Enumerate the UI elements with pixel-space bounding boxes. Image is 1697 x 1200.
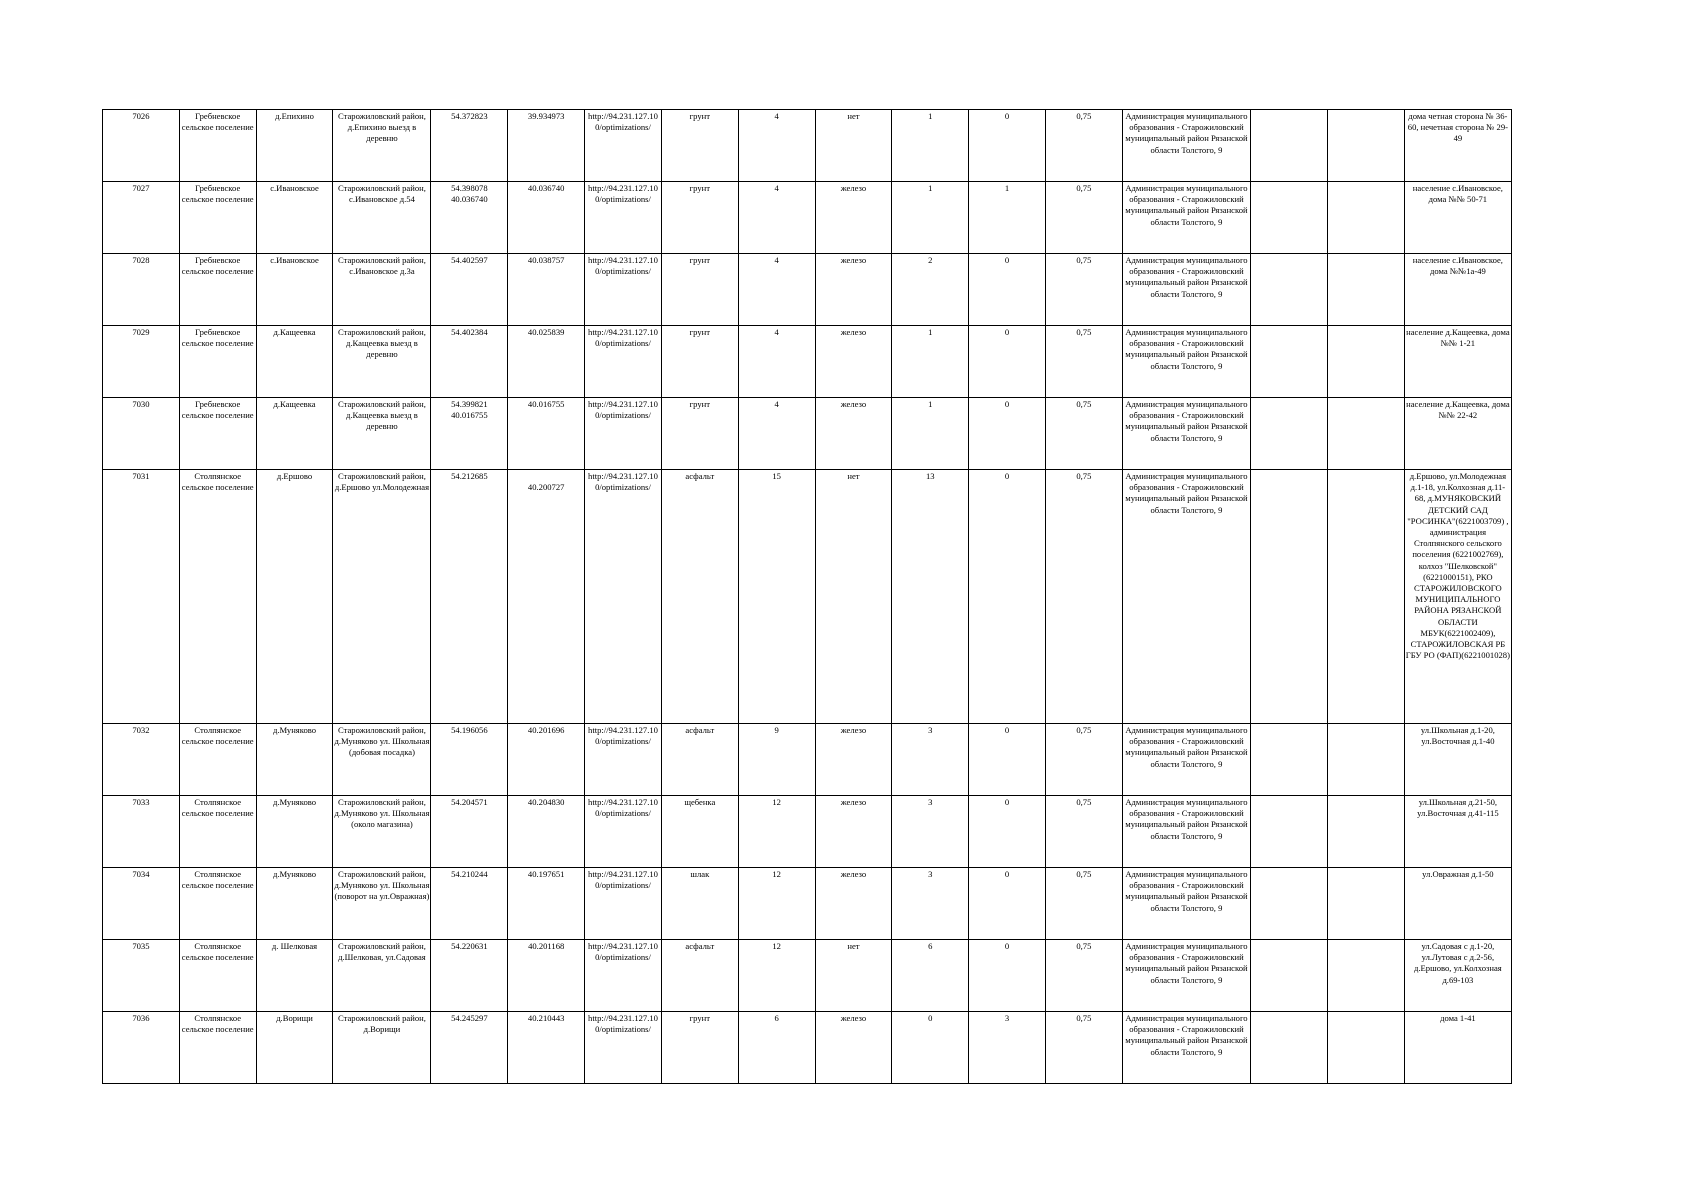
extra-cell-1	[1251, 724, 1328, 796]
site-area: 4	[738, 326, 815, 398]
settlement-name: Гребневское сельское поселение	[179, 182, 256, 254]
settlement-name: Столпянское сельское поселение	[179, 724, 256, 796]
owner-organization: Администрация муниципального образования - Старожиловский муниципальный район Рязанской области Толстого, 9	[1122, 470, 1250, 724]
longitude: 40.016755	[508, 398, 585, 470]
surface-type: шлак	[661, 868, 738, 940]
container-volume: 0,75	[1045, 110, 1122, 182]
latitude: 54.212685	[431, 470, 508, 724]
bunkers-count: 0	[969, 724, 1046, 796]
bunkers-count: 0	[969, 940, 1046, 1012]
map-link[interactable]: http://94.231.127.100/optimizations/	[585, 326, 662, 398]
surface-type: грунт	[661, 326, 738, 398]
fence-type: железо	[815, 796, 892, 868]
served-objects: население с.Ивановское, дома №№1а-49	[1404, 254, 1511, 326]
containers-count: 1	[892, 110, 969, 182]
bunkers-count: 0	[969, 326, 1046, 398]
table-row	[103, 470, 1512, 724]
table-row	[103, 110, 1512, 182]
extra-cell-2	[1327, 1012, 1404, 1084]
longitude: 40.201696	[508, 724, 585, 796]
longitude: 40.210443	[508, 1012, 585, 1084]
map-link[interactable]: http://94.231.127.100/optimizations/	[585, 1012, 662, 1084]
longitude: 40.197651	[508, 868, 585, 940]
containers-count: 1	[892, 182, 969, 254]
extra-cell-1	[1251, 110, 1328, 182]
fence-type: железо	[815, 254, 892, 326]
settlement-name: Столпянское сельское поселение	[179, 796, 256, 868]
latitude: 54.402384	[431, 326, 508, 398]
extra-cell-1	[1251, 796, 1328, 868]
bunkers-count: 0	[969, 796, 1046, 868]
site-id: 7028	[103, 254, 180, 326]
longitude: 40.038757	[508, 254, 585, 326]
table-row	[103, 724, 1512, 796]
surface-type: щебенка	[661, 796, 738, 868]
latitude: 54.245297	[431, 1012, 508, 1084]
surface-type: асфальт	[661, 724, 738, 796]
site-address: Старожиловский район, д.Муняково ул. Школьная (около магазина)	[333, 796, 431, 868]
fence-type: нет	[815, 940, 892, 1012]
fence-type: железо	[815, 1012, 892, 1084]
surface-type: грунт	[661, 182, 738, 254]
containers-count: 1	[892, 326, 969, 398]
container-volume: 0,75	[1045, 1012, 1122, 1084]
latitude: 54.398078 40.036740	[431, 182, 508, 254]
site-id: 7034	[103, 868, 180, 940]
served-objects: население д.Кащеевка, дома №№ 22-42	[1404, 398, 1511, 470]
site-id: 7030	[103, 398, 180, 470]
site-address: Старожиловский район, д.Епихино выезд в деревню	[333, 110, 431, 182]
settlement-name: Гребневское сельское поселение	[179, 254, 256, 326]
container-volume: 0,75	[1045, 724, 1122, 796]
map-link[interactable]: http://94.231.127.100/optimizations/	[585, 470, 662, 724]
extra-cell-2	[1327, 182, 1404, 254]
latitude: 54.210244	[431, 868, 508, 940]
village-name: д.Муняково	[256, 724, 333, 796]
table-body	[103, 110, 1512, 1084]
longitude: 40.200727	[508, 470, 585, 724]
container-volume: 0,75	[1045, 254, 1122, 326]
fence-type: железо	[815, 724, 892, 796]
extra-cell-2	[1327, 398, 1404, 470]
extra-cell-1	[1251, 868, 1328, 940]
settlement-name: Столпянское сельское поселение	[179, 470, 256, 724]
fence-type: железо	[815, 182, 892, 254]
site-area: 12	[738, 796, 815, 868]
site-address: Старожиловский район, д.Муняково ул. Школьная (поворот на ул.Овражная)	[333, 868, 431, 940]
site-area: 4	[738, 182, 815, 254]
surface-type: грунт	[661, 254, 738, 326]
latitude: 54.196056	[431, 724, 508, 796]
village-name: с.Ивановское	[256, 254, 333, 326]
containers-count: 2	[892, 254, 969, 326]
site-address: Старожиловский район, д.Ворищи	[333, 1012, 431, 1084]
village-name: д.Муняково	[256, 868, 333, 940]
served-objects: ул.Садовая с д.1-20, ул.Лутовая с д.2-56, д.Ершово, ул.Колхозная д.69-103	[1404, 940, 1511, 1012]
settlement-name: Столпянское сельское поселение	[179, 1012, 256, 1084]
containers-count: 3	[892, 724, 969, 796]
extra-cell-1	[1251, 470, 1328, 724]
extra-cell-2	[1327, 868, 1404, 940]
containers-count: 3	[892, 868, 969, 940]
bunkers-count: 0	[969, 110, 1046, 182]
owner-organization: Администрация муниципального образования - Старожиловский муниципальный район Рязанской области Толстого, 9	[1122, 182, 1250, 254]
served-objects: ул.Школьная д.21-50, ул.Восточная д.41-115	[1404, 796, 1511, 868]
extra-cell-2	[1327, 470, 1404, 724]
container-volume: 0,75	[1045, 796, 1122, 868]
served-objects: ул.Школьная д.1-20, ул.Восточная д.1-40	[1404, 724, 1511, 796]
containers-count: 3	[892, 796, 969, 868]
map-link[interactable]: http://94.231.127.100/optimizations/	[585, 110, 662, 182]
village-name: д.Епихино	[256, 110, 333, 182]
container-volume: 0,75	[1045, 470, 1122, 724]
extra-cell-2	[1327, 796, 1404, 868]
owner-organization: Администрация муниципального образования - Старожиловский муниципальный район Рязанской области Толстого, 9	[1122, 110, 1250, 182]
container-volume: 0,75	[1045, 326, 1122, 398]
owner-organization: Администрация муниципального образования - Старожиловский муниципальный район Рязанской области Толстого, 9	[1122, 398, 1250, 470]
served-objects: д.Ершово, ул.Молодежная д.1-18, ул.Колхозная д.11-68, д.МУНЯКОВСКИЙ ДЕТСКИЙ САД "РОСИНКА"(6221003709) , администрация Столпянского сельского поселения (6221002769), колхоз "Шелковской"(6221000151), РКО СТАРОЖИЛОВСКОГО МУНИЦИПАЛЬНОГО РАЙОНА РЯЗАНСКОЙ ОБЛАСТИ МБУК(6221002409), СТАРОЖИЛОВСКАЯ РБ ГБУ РО (ФАП)(6221001028)	[1404, 470, 1511, 724]
site-area: 6	[738, 1012, 815, 1084]
extra-cell-1	[1251, 254, 1328, 326]
containers-count: 6	[892, 940, 969, 1012]
bunkers-count: 0	[969, 398, 1046, 470]
latitude: 54.372823	[431, 110, 508, 182]
served-objects: дома четная сторона № 36-60, нечетная сторона № 29-49	[1404, 110, 1511, 182]
settlement-name: Гребневское сельское поселение	[179, 398, 256, 470]
longitude: 40.204830	[508, 796, 585, 868]
village-name: д.Ершово	[256, 470, 333, 724]
served-objects: дома 1-41	[1404, 1012, 1511, 1084]
village-name: с.Ивановское	[256, 182, 333, 254]
site-id: 7032	[103, 724, 180, 796]
site-area: 15	[738, 470, 815, 724]
longitude: 40.036740	[508, 182, 585, 254]
surface-type: грунт	[661, 1012, 738, 1084]
served-objects: ул.Овражная д.1-50	[1404, 868, 1511, 940]
container-sites-table	[102, 109, 1512, 1084]
map-link[interactable]: http://94.231.127.100/optimizations/	[585, 182, 662, 254]
owner-organization: Администрация муниципального образования - Старожиловский муниципальный район Рязанской области Толстого, 9	[1122, 1012, 1250, 1084]
site-area: 4	[738, 398, 815, 470]
container-volume: 0,75	[1045, 398, 1122, 470]
site-id: 7035	[103, 940, 180, 1012]
site-id: 7026	[103, 110, 180, 182]
bunkers-count: 0	[969, 254, 1046, 326]
village-name: д. Шелковая	[256, 940, 333, 1012]
owner-organization: Администрация муниципального образования - Старожиловский муниципальный район Рязанской области Толстого, 9	[1122, 868, 1250, 940]
site-address: Старожиловский район, д.Муняково ул. Школьная (добовая посадка)	[333, 724, 431, 796]
extra-cell-1	[1251, 1012, 1328, 1084]
site-id: 7027	[103, 182, 180, 254]
village-name: д.Муняково	[256, 796, 333, 868]
table-row	[103, 1012, 1512, 1084]
extra-cell-2	[1327, 724, 1404, 796]
site-address: Старожиловский район, д.Кащеевка выезд в деревню	[333, 398, 431, 470]
owner-organization: Администрация муниципального образования - Старожиловский муниципальный район Рязанской области Толстого, 9	[1122, 724, 1250, 796]
container-volume: 0,75	[1045, 868, 1122, 940]
site-address: Старожиловский район, с.Ивановское д.54	[333, 182, 431, 254]
map-link[interactable]: http://94.231.127.100/optimizations/	[585, 254, 662, 326]
served-objects: население с.Ивановское, дома №№ 50-71	[1404, 182, 1511, 254]
village-name: д.Кащеевка	[256, 398, 333, 470]
fence-type: нет	[815, 470, 892, 724]
table-row	[103, 940, 1512, 1012]
village-name: д.Кащеевка	[256, 326, 333, 398]
container-volume: 0,75	[1045, 940, 1122, 1012]
bunkers-count: 0	[969, 868, 1046, 940]
site-id: 7033	[103, 796, 180, 868]
container-volume: 0,75	[1045, 182, 1122, 254]
site-address: Старожиловский район, д.Шелковая, ул.Садовая	[333, 940, 431, 1012]
containers-count: 1	[892, 398, 969, 470]
surface-type: грунт	[661, 398, 738, 470]
site-area: 12	[738, 940, 815, 1012]
map-link[interactable]: http://94.231.127.100/optimizations/	[585, 398, 662, 470]
table-row	[103, 182, 1512, 254]
map-link[interactable]: http://94.231.127.100/optimizations/	[585, 940, 662, 1012]
site-area: 9	[738, 724, 815, 796]
site-id: 7031	[103, 470, 180, 724]
latitude: 54.399821 40.016755	[431, 398, 508, 470]
longitude: 39.934973	[508, 110, 585, 182]
surface-type: грунт	[661, 110, 738, 182]
bunkers-count: 3	[969, 1012, 1046, 1084]
site-address: Старожиловский район, д.Кащеевка выезд в деревню	[333, 326, 431, 398]
site-id: 7029	[103, 326, 180, 398]
extra-cell-2	[1327, 110, 1404, 182]
fence-type: железо	[815, 868, 892, 940]
owner-organization: Администрация муниципального образования - Старожиловский муниципальный район Рязанской области Толстого, 9	[1122, 940, 1250, 1012]
map-link[interactable]: http://94.231.127.100/optimizations/	[585, 796, 662, 868]
owner-organization: Администрация муниципального образования - Старожиловский муниципальный район Рязанской области Толстого, 9	[1122, 254, 1250, 326]
extra-cell-1	[1251, 940, 1328, 1012]
site-address: Старожиловский район, д.Ершово ул.Молодежная	[333, 470, 431, 724]
owner-organization: Администрация муниципального образования - Старожиловский муниципальный район Рязанской области Толстого, 9	[1122, 326, 1250, 398]
site-area: 4	[738, 110, 815, 182]
latitude: 54.204571	[431, 796, 508, 868]
settlement-name: Столпянское сельское поселение	[179, 868, 256, 940]
table-row	[103, 796, 1512, 868]
settlement-name: Гребневское сельское поселение	[179, 326, 256, 398]
bunkers-count: 1	[969, 182, 1046, 254]
table-row	[103, 326, 1512, 398]
village-name: д.Ворищи	[256, 1012, 333, 1084]
fence-type: нет	[815, 110, 892, 182]
fence-type: железо	[815, 398, 892, 470]
served-objects: население д.Кащеевка, дома №№ 1-21	[1404, 326, 1511, 398]
site-id: 7036	[103, 1012, 180, 1084]
latitude: 54.402597	[431, 254, 508, 326]
owner-organization: Администрация муниципального образования - Старожиловский муниципальный район Рязанской области Толстого, 9	[1122, 796, 1250, 868]
containers-count: 13	[892, 470, 969, 724]
table-row	[103, 398, 1512, 470]
site-address: Старожиловский район, с.Ивановское д.3а	[333, 254, 431, 326]
settlement-name: Гребневское сельское поселение	[179, 110, 256, 182]
extra-cell-2	[1327, 940, 1404, 1012]
extra-cell-2	[1327, 326, 1404, 398]
fence-type: железо	[815, 326, 892, 398]
map-link[interactable]: http://94.231.127.100/optimizations/	[585, 724, 662, 796]
site-area: 4	[738, 254, 815, 326]
site-area: 12	[738, 868, 815, 940]
settlement-name: Столпянское сельское поселение	[179, 940, 256, 1012]
extra-cell-1	[1251, 326, 1328, 398]
map-link[interactable]: http://94.231.127.100/optimizations/	[585, 868, 662, 940]
extra-cell-2	[1327, 254, 1404, 326]
longitude: 40.201168	[508, 940, 585, 1012]
latitude: 54.220631	[431, 940, 508, 1012]
surface-type: асфальт	[661, 470, 738, 724]
extra-cell-1	[1251, 182, 1328, 254]
bunkers-count: 0	[969, 470, 1046, 724]
containers-count: 0	[892, 1012, 969, 1084]
table-row	[103, 254, 1512, 326]
table-row	[103, 868, 1512, 940]
longitude: 40.025839	[508, 326, 585, 398]
extra-cell-1	[1251, 398, 1328, 470]
surface-type: асфальт	[661, 940, 738, 1012]
